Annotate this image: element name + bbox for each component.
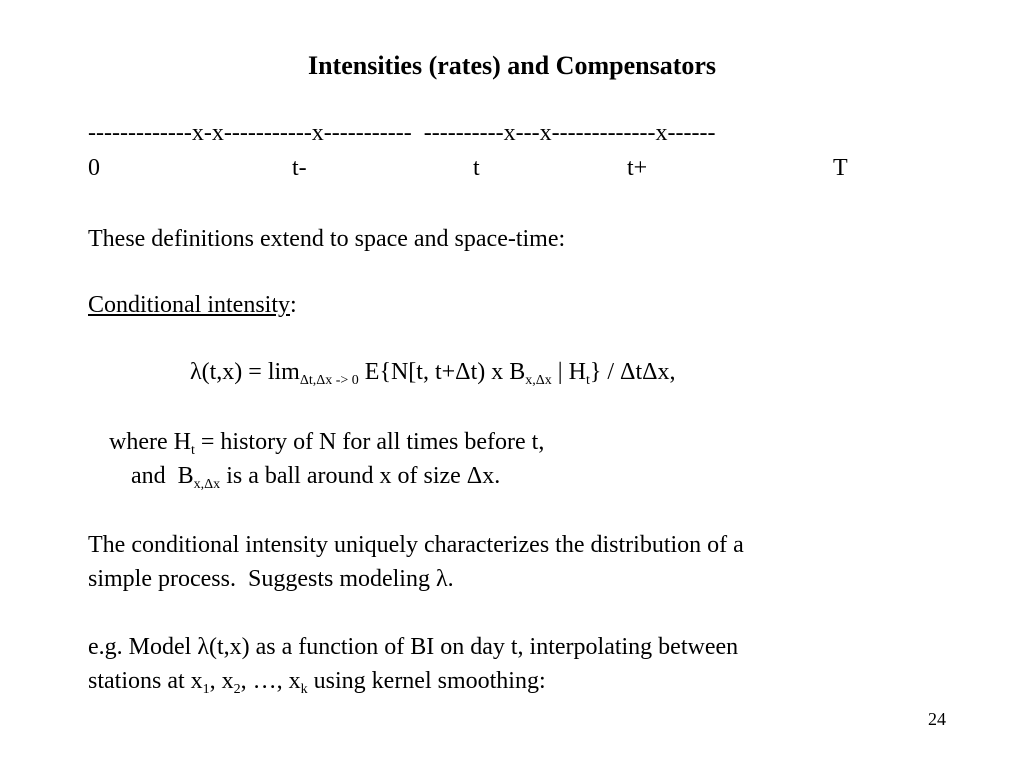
formula-body-3: } / ΔtΔx, xyxy=(589,359,676,385)
intensity-formula xyxy=(190,357,676,387)
timeline-label-T: T xyxy=(833,155,848,181)
lambda-symbol: λ xyxy=(190,359,202,385)
timeline-label-t-plus: t+ xyxy=(627,155,648,181)
where-post: = history of N for all times before t, xyxy=(194,429,545,455)
sub-1: 1 xyxy=(202,682,210,697)
timeline-label-0: 0 xyxy=(88,155,100,181)
timeline-axis: -------------x-x-----------x----------- ----------x---x-------------x------ xyxy=(88,120,716,146)
stations-post: using kernel smoothing: xyxy=(307,668,546,694)
formula-body-1: E{N[t, t+Δt) x B xyxy=(358,359,526,385)
history-subscript: t xyxy=(585,373,590,388)
paragraph-1-line-1: The conditional intensity uniquely characterizes the distribution of a xyxy=(88,532,744,558)
paragraph-2-line-2 xyxy=(88,666,546,696)
section-heading xyxy=(88,290,297,320)
intro-text: These definitions extend to space and space-time: xyxy=(88,226,566,252)
ball-subscript: x,Δx xyxy=(525,373,552,388)
stations-pre: stations at x xyxy=(88,668,203,694)
and-sub: x,Δx xyxy=(193,477,221,492)
slide-title: Intensities (rates) and Compensators xyxy=(307,51,717,80)
sub-k: k xyxy=(300,682,308,697)
paragraph-2-line-1: e.g. Model λ(t,x) as a function of BI on day t, interpolating between xyxy=(88,634,739,660)
and-pre: and B xyxy=(131,463,194,489)
comma-1: , x xyxy=(209,668,234,694)
where-line-2 xyxy=(131,461,500,491)
paragraph-1-line-2: simple process. Suggests modeling λ. xyxy=(88,566,454,592)
where-line-1 xyxy=(109,427,544,457)
and-post: is a ball around x of size Δx. xyxy=(220,463,501,489)
where-pre: where H xyxy=(109,429,191,455)
limit-subscript: Δt,Δx -> 0 xyxy=(299,373,359,388)
heading-colon: : xyxy=(290,292,297,318)
comma-2: , …, x xyxy=(240,668,301,694)
timeline-label-t-minus: t- xyxy=(292,155,307,181)
sub-2: 2 xyxy=(233,682,241,697)
formula-body-2: | H xyxy=(551,359,586,385)
formula-lhs: (t,x) = lim xyxy=(201,359,300,385)
where-sub: t xyxy=(190,443,195,458)
page-number: 24 xyxy=(928,709,946,729)
timeline-label-t: t xyxy=(473,155,480,181)
conditional-intensity-heading: Conditional intensity xyxy=(88,292,290,318)
